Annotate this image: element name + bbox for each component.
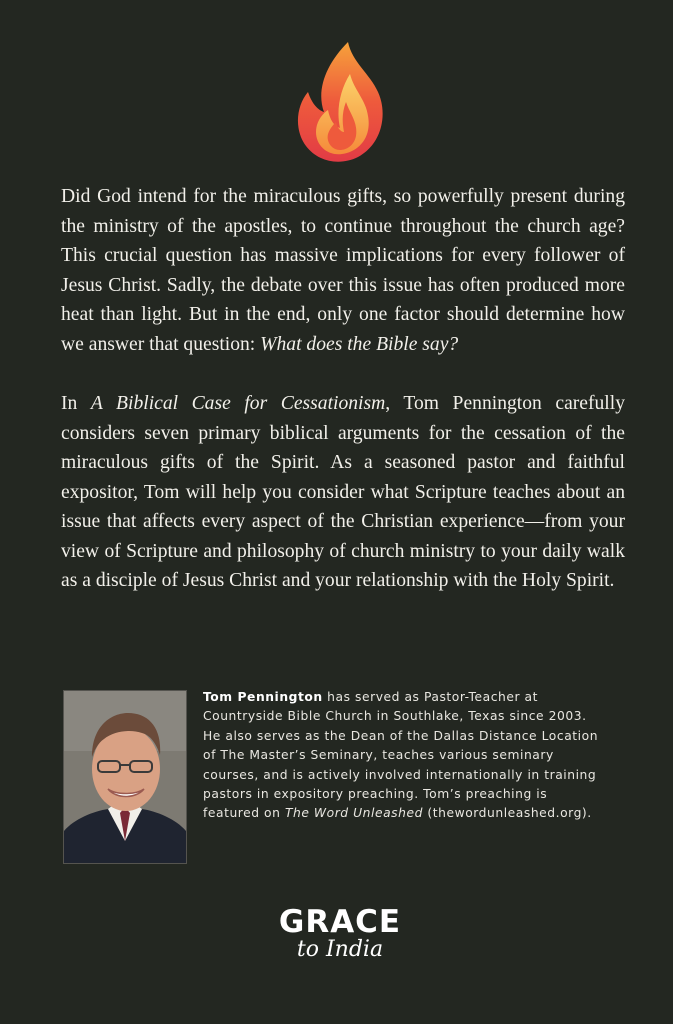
book-title: A Biblical Case for Cessationism	[90, 393, 386, 414]
author-photo	[63, 690, 187, 864]
description-text-2a: In	[61, 393, 91, 414]
flame-logo-icon	[296, 40, 386, 164]
description-text-1: Did God intend for the miraculous gifts, so powerfully present during the ministry of the apostles, to continue throughout the church age? This crucial question has massive implications for every follower of Jesus Christ. Sadly, the debate over this issue has often produced more heat than light. But in the end, only one factor should determine how we answer that question:	[61, 186, 625, 355]
description-question: What does the Bible say?	[260, 333, 459, 355]
program-name: The Word Unleashed	[284, 806, 423, 821]
author-bio	[203, 688, 605, 824]
publisher-logo	[270, 905, 410, 985]
description-paragraph-2	[61, 389, 625, 596]
publisher-logo-line1: GRACE	[278, 904, 402, 940]
publisher-logo-line2: to India	[296, 937, 384, 962]
author-bio-text: has served as Pastor-Teacher at Countryside Bible Church in Southlake, Texas since 2003. He also serves as the Dean of the Dallas Distance Location of The Master’s Seminary, teaches various seminary courses, and is actively involved internationally in training pastors in expository preaching. Tom’s preaching is featured on	[203, 690, 599, 821]
author-name: Tom Pennington	[203, 690, 323, 704]
description-paragraph-1	[61, 182, 625, 359]
author-portrait-illustration	[64, 691, 186, 863]
description-text-2b: , Tom Pennington carefully considers seven primary biblical arguments for the cessation of the miraculous gifts of the Spirit. As a seasoned pastor and faithful expositor, Tom will help you consider what Scripture teaches about an issue that affects every aspect of the Christian experience—from your view of Scripture and philosophy of church ministry to your daily walk as a disciple of Jesus Christ and your relationship with the Holy Spirit.	[61, 393, 625, 591]
book-description	[61, 182, 625, 626]
program-url: (thewordunleashed.org).	[422, 806, 592, 821]
